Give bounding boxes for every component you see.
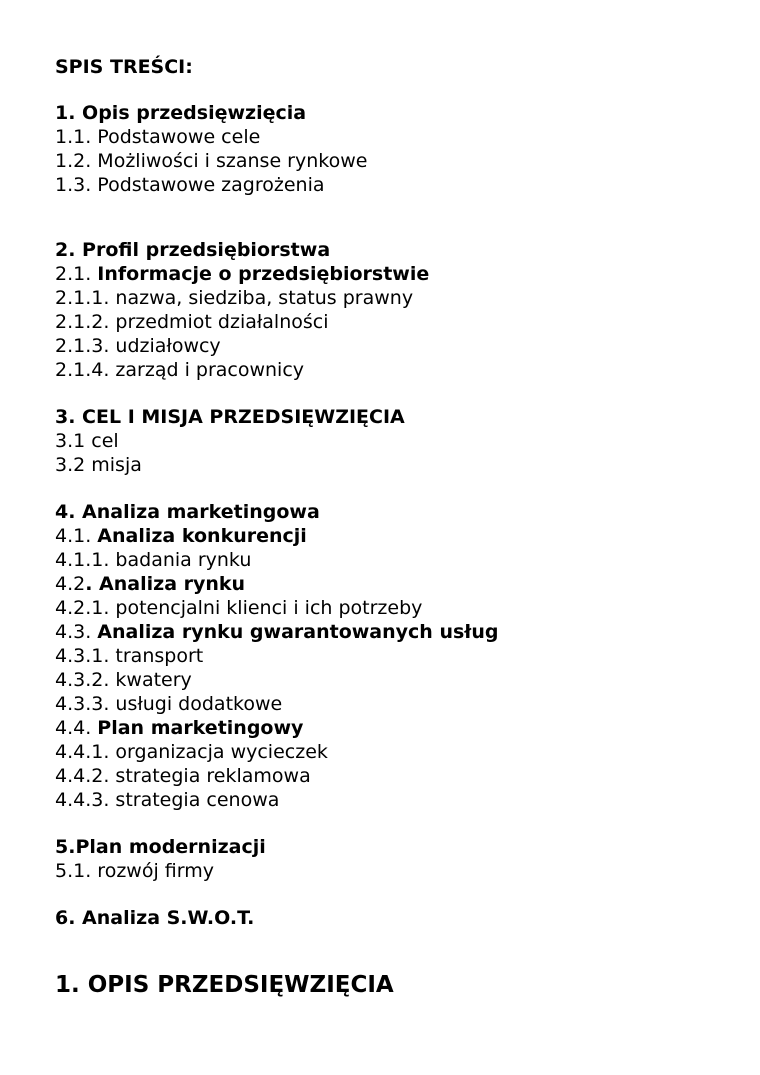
toc-item: 4.4.1. organizacja wycieczek xyxy=(55,741,328,763)
toc-subsection-title: Informacje o przedsiębiorstwie xyxy=(97,263,430,285)
toc-subsection-number: 4.4. xyxy=(55,717,98,739)
toc-subsection xyxy=(55,524,307,548)
toc-subsection xyxy=(55,572,245,596)
toc-subsection xyxy=(55,620,498,644)
toc-subsection xyxy=(55,262,429,286)
toc-section-2: 2. Profil przedsiębiorstwa xyxy=(55,239,331,261)
toc-item: 2.1.2. przedmiot działalności xyxy=(55,311,329,333)
toc-subsection-title: Analiza konkurencji xyxy=(97,525,307,547)
toc-item: 1.1. Podstawowe cele xyxy=(55,126,261,148)
toc-subsection-number: 4.1. xyxy=(55,525,98,547)
toc-subsection-number: 4.3. xyxy=(55,621,98,643)
toc-item: 4.4.3. strategia cenowa xyxy=(55,789,280,811)
toc-item: 4.1.1. badania rynku xyxy=(55,549,252,571)
toc-section-1: 1. Opis przedsięwzięcia xyxy=(55,102,307,124)
toc-item: 1.2. Możliwości i szanse rynkowe xyxy=(55,150,368,172)
toc-item: 2.1.3. udziałowcy xyxy=(55,335,221,357)
toc-item: 3.2 misja xyxy=(55,454,142,476)
toc-item: 2.1.1. nazwa, siedziba, status prawny xyxy=(55,287,414,309)
toc-subsection-title: Analiza rynku gwarantowanych usług xyxy=(97,621,499,643)
toc-subsection-title: . Analiza rynku xyxy=(85,573,246,595)
toc-subsection-number: 2.1. xyxy=(55,263,98,285)
toc-item: 4.3.2. kwatery xyxy=(55,669,192,691)
toc-section-4: 4. Analiza marketingowa xyxy=(55,501,320,523)
toc-section-6: 6. Analiza S.W.O.T. xyxy=(55,907,255,929)
toc-item: 4.3.1. transport xyxy=(55,645,204,667)
toc-item: 3.1 cel xyxy=(55,430,119,452)
section-heading: 1. OPIS PRZEDSIĘWZIĘCIA xyxy=(55,972,394,998)
toc-section-5: 5.Plan modernizacji xyxy=(55,836,266,858)
toc-item: 5.1. rozwój firmy xyxy=(55,860,214,882)
toc-item: 4.4.2. strategia reklamowa xyxy=(55,765,311,787)
toc-title: SPIS TREŚCI: xyxy=(55,56,193,78)
toc-item: 4.2.1. potencjalni klienci i ich potrzeby xyxy=(55,597,423,619)
toc-subsection-number: 4.2 xyxy=(55,573,86,595)
toc-section-3: 3. CEL I MISJA PRZEDSIĘWZIĘCIA xyxy=(55,406,405,428)
toc-item: 2.1.4. zarząd i pracownicy xyxy=(55,359,305,381)
toc-subsection xyxy=(55,716,303,740)
toc-subsection-title: Plan marketingowy xyxy=(97,717,304,739)
toc-item: 1.3. Podstawowe zagrożenia xyxy=(55,174,325,196)
toc-item: 4.3.3. usługi dodatkowe xyxy=(55,693,283,715)
